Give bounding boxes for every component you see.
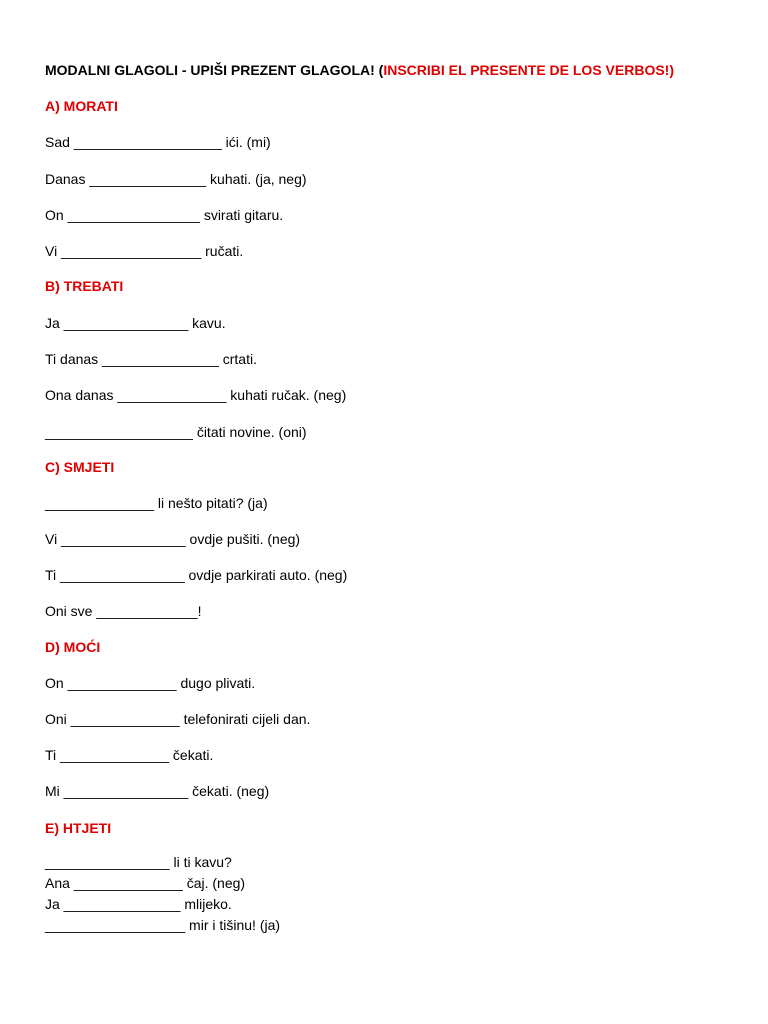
exercise-line: ________________ li ti kavu? <box>45 854 232 870</box>
exercise-line: __________________ mir i tišinu! (ja) <box>45 917 281 933</box>
exercise-line: Ti ______________ čekati. <box>45 747 214 763</box>
exercise-line: Mi ________________ čekati. (neg) <box>45 783 270 799</box>
exercise-line: Ona danas ______________ kuhati ručak. (neg) <box>45 387 347 403</box>
exercise-line: On _________________ svirati gitaru. <box>45 207 284 223</box>
section-heading-smjeti: C) SMJETI <box>45 459 115 475</box>
exercise-line: Ja ________________ kavu. <box>45 315 226 331</box>
exercise-line: ______________ li nešto pitati? (ja) <box>45 495 268 511</box>
exercise-line: Oni sve _____________! <box>45 603 202 619</box>
exercise-line: Vi ________________ ovdje pušiti. (neg) <box>45 531 301 547</box>
page-title <box>45 62 674 78</box>
section-heading-htjeti: E) HTJETI <box>45 820 112 836</box>
exercise-line: ___________________ čitati novine. (oni) <box>45 424 307 440</box>
exercise-line: Sad ___________________ ići. (mi) <box>45 134 271 150</box>
section-heading-trebati: B) TREBATI <box>45 278 124 294</box>
exercise-line: Ti danas _______________ crtati. <box>45 351 257 367</box>
exercise-line: Danas _______________ kuhati. (ja, neg) <box>45 171 307 187</box>
section-heading-morati: A) MORATI <box>45 98 118 114</box>
title-black: MODALNI GLAGOLI - UPIŠI PREZENT GLAGOLA! ( <box>45 62 384 78</box>
exercise-line: Vi __________________ ručati. <box>45 243 244 259</box>
exercise-line: Ja _______________ mlijeko. <box>45 896 232 912</box>
section-heading-moci: D) MOĆI <box>45 639 101 655</box>
exercise-line: Ana ______________ čaj. (neg) <box>45 875 246 891</box>
title-red: INSCRIBI EL PRESENTE DE LOS VERBOS!) <box>383 62 674 78</box>
exercise-line: On ______________ dugo plivati. <box>45 675 256 691</box>
exercise-line: Oni ______________ telefonirati cijeli dan. <box>45 711 311 727</box>
exercise-line: Ti ________________ ovdje parkirati auto. (neg) <box>45 567 348 583</box>
